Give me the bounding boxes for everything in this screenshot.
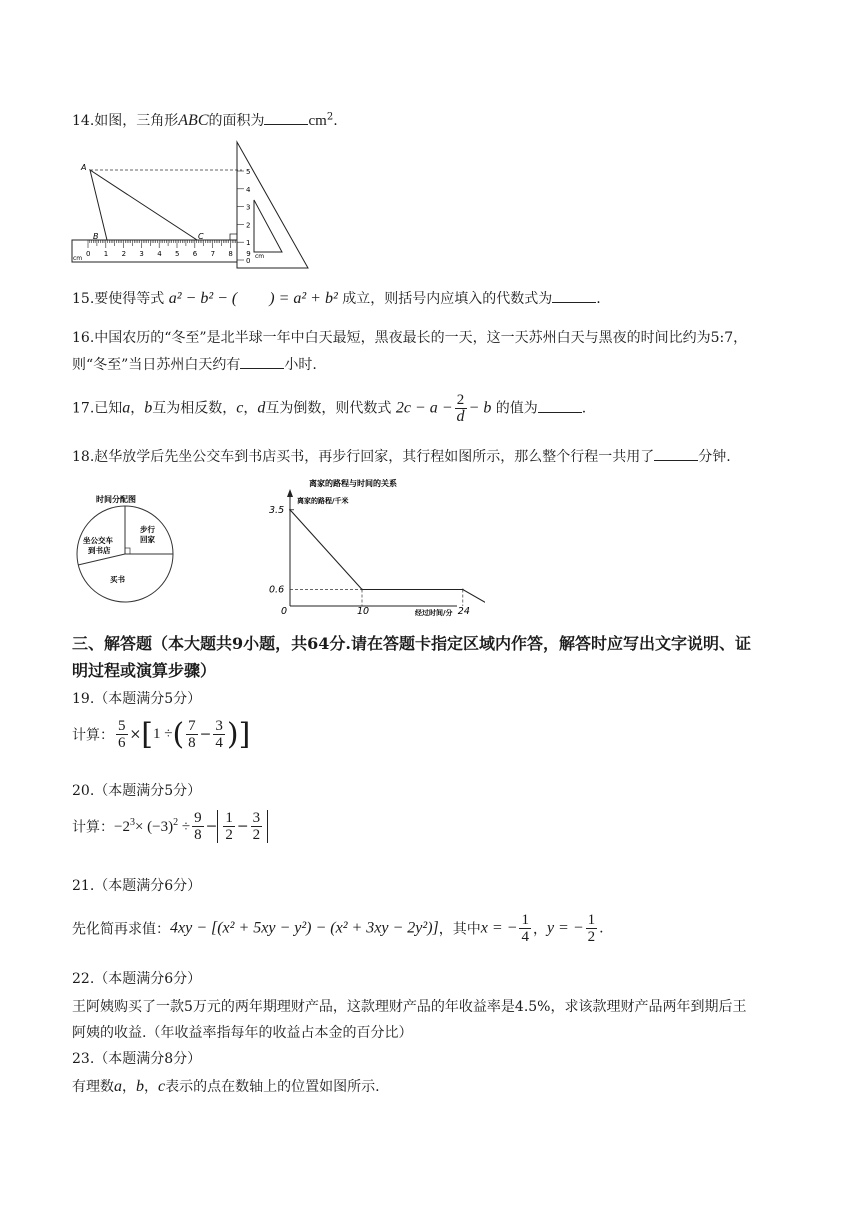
q19-frac-3 xyxy=(213,718,225,751)
pie-slice-walk-2: 回家 xyxy=(140,535,155,544)
q19-frac-2 xyxy=(186,718,198,751)
q21-x-den: 4 xyxy=(521,929,529,945)
q19-frac1-num: 5 xyxy=(118,718,126,734)
q21-y-eq: y = − xyxy=(546,919,584,937)
ruler-tick-label: 2 xyxy=(121,250,127,258)
chart-series-line xyxy=(290,510,485,606)
q17-p3: 互为相反数， xyxy=(152,400,237,417)
question-20-head: 20.（本题满分5分） xyxy=(72,783,202,799)
q19-rbracket: ] xyxy=(238,716,251,752)
q17-expr-b: − b xyxy=(468,399,492,417)
q19-rparen: ) xyxy=(226,716,239,752)
q17-var-a: a xyxy=(122,399,131,417)
q17-var-c: c xyxy=(236,399,244,417)
pie-slice-bus-2: 到书店 xyxy=(88,546,111,555)
question-21-head: 21.（本题满分6分） xyxy=(72,878,202,894)
q15-end: . xyxy=(596,291,601,307)
ruler-tick-label: 0 xyxy=(86,250,91,258)
q20-div: ÷ xyxy=(181,819,191,835)
q18-end: 分钟. xyxy=(698,449,731,465)
question-14 xyxy=(72,110,338,130)
q14-unit-sup: 2 xyxy=(326,111,334,123)
question-19-head: 19.（本题满分5分） xyxy=(72,691,202,707)
q19-minus: − xyxy=(199,726,212,743)
pie-slice-bus-1: 坐公交车 xyxy=(83,536,113,545)
question-20-expr xyxy=(72,810,268,843)
vertex-c-label: C xyxy=(198,232,204,241)
q19-frac2-den: 8 xyxy=(188,735,196,751)
question-22-head: 22.（本题满分6分） xyxy=(72,971,202,987)
q20-abs-frac-1 xyxy=(223,810,235,843)
q20-abs1-num: 1 xyxy=(225,810,233,826)
q21-x-eq: x = − xyxy=(480,919,518,937)
q16-text-b: 小时. xyxy=(284,357,317,373)
q21-end: . xyxy=(599,920,604,937)
chart-y-label: 离家的路程/千米 xyxy=(297,497,349,505)
section-3-heading-line2: 明过程或演算步骤） xyxy=(72,661,217,680)
q15-answer-blank[interactable] xyxy=(552,302,596,303)
q19-label: 计算： xyxy=(72,727,114,744)
set-square-tick-label: 4 xyxy=(246,185,251,194)
question-22-line1: 王阿姨购买了一款5万元的两年期理财产品，这款理财产品的年收益率是4.5%，求该款理财产品两年到期后王 xyxy=(72,999,747,1015)
question-18 xyxy=(72,446,731,466)
q16-answer-blank[interactable] xyxy=(240,368,284,369)
q21-y-num: 1 xyxy=(587,912,596,928)
pie-divider-3 xyxy=(78,554,125,565)
q17-p5: 互为倒数，则代数式 xyxy=(265,400,392,417)
q17-p4: ， xyxy=(243,400,258,417)
set-square-tick-label: 1 xyxy=(246,239,251,248)
question-17 xyxy=(72,392,586,425)
q14-unit: cm xyxy=(308,113,327,129)
ruler-tick-label: 5 xyxy=(175,250,180,258)
q17-p6: 的值为 xyxy=(495,400,538,417)
section-3-heading xyxy=(72,630,792,684)
question-16-line1: 16.中国农历的“冬至”是北半球一年中白天最短，黑夜最长的一天，这一天苏州白天与黑夜的时间比约为5:7， xyxy=(72,330,748,346)
q20-abs1-den: 2 xyxy=(225,827,233,843)
chart-x-tick-label: 24 xyxy=(457,606,470,617)
ruler-tick-label: 6 xyxy=(192,250,198,258)
q20-label: 计算： xyxy=(72,819,114,836)
q17-var-b: b xyxy=(144,399,153,417)
set-square-tick-label: 0 xyxy=(246,257,251,265)
q19-lbracket: [ xyxy=(141,716,153,752)
ruler-tick-label: 9 xyxy=(246,250,251,258)
question-23-text xyxy=(72,1076,380,1096)
set-square-unit-label: cm xyxy=(255,253,265,260)
q20-abs2-num: 3 xyxy=(252,810,261,826)
pie-slice-walk-1: 步行 xyxy=(140,525,155,534)
q17-frac-den: d xyxy=(456,408,465,425)
vertex-a-label: A xyxy=(81,163,87,172)
q20-exp-1: 3 xyxy=(129,817,135,828)
q18-text: 18.赵华放学后先坐公交车到书店买书，再步行回家，其行程如图所示，那么整个行程一共用了 xyxy=(72,449,655,465)
q15-expr-left: a² − b² − ( xyxy=(168,290,238,307)
q17-frac-num: 2 xyxy=(455,392,467,409)
q14-prefix: 14.如图，三角形 xyxy=(72,113,179,129)
chart-x-label: 经过时间/分 xyxy=(415,609,453,617)
q15-prefix: 15.要使得等式 xyxy=(72,291,165,307)
q21-expression: 4xy − [(x² + 5xy − y²) − (x² + 3xy − 2y²)] xyxy=(170,919,439,937)
q17-p2: ， xyxy=(130,400,145,417)
q17-answer-blank[interactable] xyxy=(538,412,582,413)
q20-base-2: × (−3) xyxy=(134,819,174,835)
q20-minus: − xyxy=(205,818,218,835)
question-23-head: 23.（本题满分8分） xyxy=(72,1051,202,1067)
q17-expr-a: 2c − a − xyxy=(395,399,453,417)
q17-p1: 17.已知 xyxy=(72,400,123,417)
q23-var-b: b xyxy=(136,1078,144,1095)
q19-frac3-den: 4 xyxy=(215,735,223,751)
q20-frac xyxy=(192,810,204,843)
section-3-heading-line1: 三、解答题（本大题共9小题，共64分.请在答题卡指定区域内作答，解答时应写出文字说明、证 xyxy=(72,634,751,653)
chart-x-tick-label: 0 xyxy=(281,606,288,617)
question-19-expr xyxy=(72,718,250,751)
chart-y-tick-label: 3.5 xyxy=(269,504,285,516)
q20-base-1: −2 xyxy=(114,819,130,835)
q19-times: × xyxy=(129,726,142,743)
q20-exp-2: 2 xyxy=(173,817,179,828)
q17-end: . xyxy=(581,400,587,417)
q20-term-1 xyxy=(114,819,190,835)
q19-lparen: ( xyxy=(172,716,185,752)
ruler-unit-label: cm xyxy=(73,255,83,262)
q14-end: . xyxy=(333,113,338,129)
q19-frac3-num: 3 xyxy=(215,718,223,734)
q19-one-div: 1 ÷ xyxy=(152,726,173,742)
pie-title: 时间分配图 xyxy=(96,495,136,504)
ruler-tick-label: 3 xyxy=(139,250,144,258)
q23-p2: 表示的点在数轴上的位置如图所示. xyxy=(165,1079,380,1095)
q20-frac-den: 8 xyxy=(194,827,202,843)
question-16-line2 xyxy=(72,354,317,374)
q20-abs2-den: 2 xyxy=(252,827,261,843)
q23-p1: 有理数 xyxy=(72,1079,114,1095)
q21-x-num: 1 xyxy=(521,912,529,928)
q14-mid: 的面积为 xyxy=(208,113,265,129)
q21-where: ，其中 xyxy=(438,921,481,938)
time-allocation-pie xyxy=(70,490,180,608)
set-square-tick-label: 5 xyxy=(246,168,251,176)
q14-answer-blank[interactable] xyxy=(264,124,308,125)
distance-time-chart xyxy=(265,475,485,620)
q23-var-c: c xyxy=(158,1078,166,1095)
ruler-tick-label: 4 xyxy=(157,250,162,258)
q21-sep: ， xyxy=(532,921,547,938)
chart-y-axis-arrow xyxy=(287,489,293,497)
question-15 xyxy=(72,288,601,308)
ruler-tick-label: 1 xyxy=(103,250,109,258)
pie-right-angle xyxy=(125,548,130,554)
q21-y-frac xyxy=(586,912,598,945)
chart-x-tick-label: 10 xyxy=(357,606,370,617)
q19-frac-1 xyxy=(116,718,128,751)
q21-x-frac xyxy=(519,912,531,945)
q16-text-a: 则“冬至”当日苏州白天约有 xyxy=(72,357,241,373)
set-square-tick-label: 2 xyxy=(246,221,251,230)
q21-label: 先化简再求值： xyxy=(72,921,170,938)
set-square-hole xyxy=(254,200,282,252)
q14-figure xyxy=(70,140,315,275)
q20-abs-frac-2 xyxy=(251,810,263,843)
ruler-tick-label: 7 xyxy=(210,250,216,258)
triangle-abc xyxy=(90,170,197,240)
q20-frac-num: 9 xyxy=(194,810,202,826)
q20-absolute-value xyxy=(217,810,268,843)
q17-var-d: d xyxy=(257,399,266,417)
set-square-tick-label: 3 xyxy=(246,203,251,212)
q14-triangle-name: ABC xyxy=(178,112,209,129)
q17-fraction xyxy=(455,392,467,425)
q19-frac2-num: 7 xyxy=(188,718,196,734)
ruler-tick-label: 8 xyxy=(228,250,233,258)
q18-answer-blank[interactable] xyxy=(654,460,698,461)
q23-s2: ， xyxy=(144,1079,158,1095)
q15-suffix: 成立，则括号内应填入的代数式为 xyxy=(342,291,553,307)
pie-slice-shop: 买书 xyxy=(110,575,125,584)
chart-title: 离家的路程与时间的关系 xyxy=(309,479,397,488)
question-21-expr xyxy=(72,912,604,945)
q21-y-den: 2 xyxy=(587,929,596,945)
q23-var-a: a xyxy=(114,1078,122,1095)
q20-abs-minus: − xyxy=(236,818,249,835)
right-angle-mark xyxy=(230,234,237,240)
q19-frac1-den: 6 xyxy=(118,735,126,751)
vertex-b-label: B xyxy=(93,232,99,241)
q23-s1: ， xyxy=(122,1079,136,1095)
chart-marks xyxy=(269,505,485,617)
question-22-line2: 阿姨的收益.（年收益率指每年的收益占本金的百分比） xyxy=(72,1025,413,1041)
chart-y-tick-label: 0.6 xyxy=(269,584,285,596)
q15-expr-right: ) = a² + b² xyxy=(269,290,338,307)
